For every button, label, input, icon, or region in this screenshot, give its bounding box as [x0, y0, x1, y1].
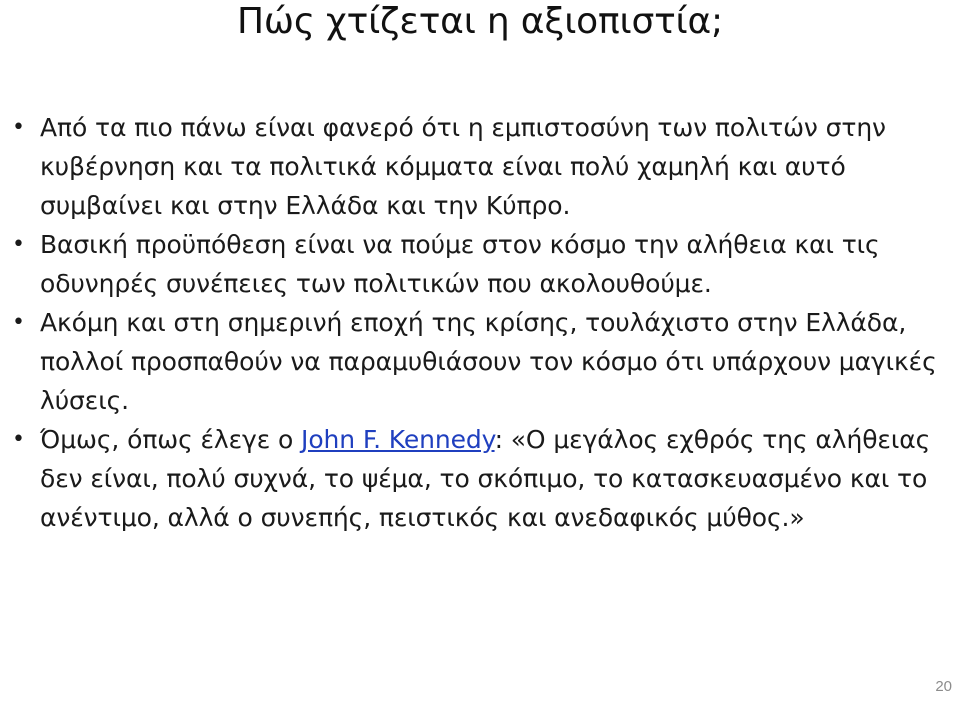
bullet-marker: •	[12, 310, 25, 335]
bullet-marker: •	[12, 232, 25, 257]
bullet-item-2	[12, 225, 948, 303]
bullet-item-1	[12, 108, 948, 225]
bullet-list	[12, 108, 948, 537]
bullet-text-before-link: Όμως, όπως έλεγε ο	[40, 425, 302, 454]
bullet-marker: •	[12, 427, 25, 452]
slide-title: Πώς χτίζεται η αξιοπιστία;	[237, 1, 723, 42]
bullet-text: Από τα πιο πάνω είναι φανερό ότι η εμπιστοσύνη των πολιτών στην κυβέρνηση και τα πολιτικά κόμματα είναι πολύ χαμηλή και αυτό συμβαίνει και στην Ελλάδα και την Κύπρο.	[40, 113, 886, 220]
bullet-item-4	[12, 420, 948, 537]
kennedy-link[interactable]: John F. Kennedy	[301, 425, 495, 454]
page-number: 20	[935, 678, 952, 695]
bullet-text-after-link: : «Ο μεγάλος εχθρός της αλήθειας δεν είναι, πολύ συχνά, το ψέμα, το σκόπιμο, το κατασκευασμένο και το ανέντιμο, αλλά ο συνεπής, πειστικός και ανεδαφικός μύθος.»	[40, 425, 931, 532]
bullet-text: Ακόμη και στη σημερινή εποχή της κρίσης, τουλάχιστο στην Ελλάδα, πολλοί προσπαθούν να παραμυθιάσουν τον κόσμο ότι υπάρχουν μαγικές λύσεις.	[40, 308, 937, 415]
bullet-marker: •	[12, 115, 25, 140]
bullet-text: Βασική προϋπόθεση είναι να πούμε στον κόσμο την αλήθεια και τις οδυνηρές συνέπειες των πολιτικών που ακολουθούμε.	[40, 230, 880, 298]
bullet-item-3	[12, 303, 948, 420]
